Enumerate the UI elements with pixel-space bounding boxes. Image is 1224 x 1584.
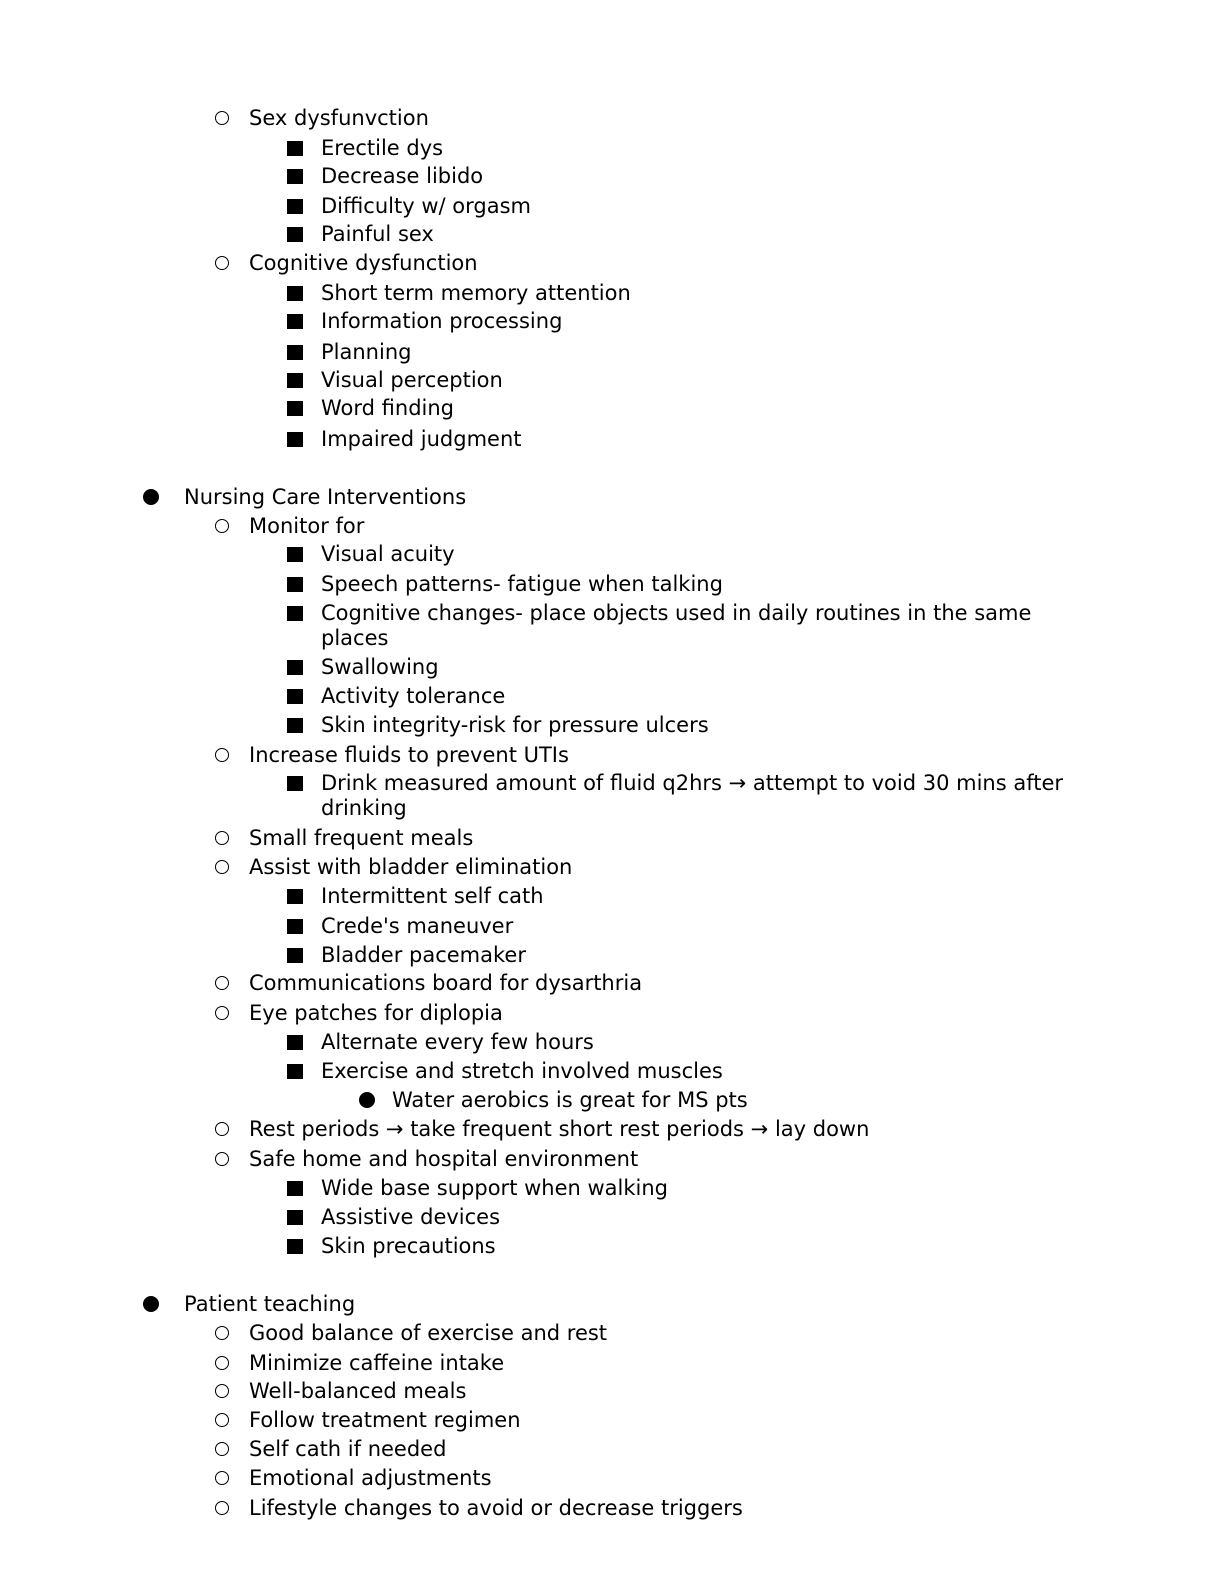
- square-bullet-icon: [287, 401, 303, 416]
- item-text: Good balance of exercise and rest: [249, 1321, 608, 1345]
- hollow-circle-bullet-icon: [215, 1152, 229, 1166]
- item-text: Follow treatment regimen: [249, 1408, 521, 1432]
- square-bullet-icon: [287, 1181, 303, 1196]
- hollow-circle-bullet-icon: [215, 1501, 229, 1515]
- hollow-circle-bullet-icon: [215, 1006, 229, 1020]
- item-text: Small frequent meals: [249, 826, 474, 850]
- square-bullet-icon: [287, 718, 303, 733]
- hollow-circle-bullet-icon: [215, 1384, 229, 1398]
- square-bullet-icon: [287, 577, 303, 592]
- item-text: Drink measured amount of fluid q2hrs → attempt to void 30 mins after drinking: [321, 771, 1064, 820]
- square-bullet-icon: [287, 948, 303, 963]
- square-bullet-icon: [287, 660, 303, 675]
- item-text: Monitor for: [249, 514, 365, 538]
- hollow-circle-bullet-icon: [215, 748, 229, 762]
- hollow-circle-bullet-icon: [215, 111, 229, 125]
- square-bullet-icon: [287, 373, 303, 388]
- square-bullet-icon: [287, 432, 303, 447]
- item-text: Rest periods → take frequent short rest periods → lay down: [249, 1117, 870, 1141]
- hollow-circle-bullet-icon: [215, 831, 229, 845]
- square-bullet-icon: [287, 314, 303, 329]
- hollow-circle-bullet-icon: [215, 1471, 229, 1485]
- item-text: Self cath if needed: [249, 1437, 447, 1461]
- square-bullet-icon: [287, 776, 303, 791]
- hollow-circle-bullet-icon: [215, 1413, 229, 1427]
- item-text: Speech patterns- fatigue when talking: [321, 572, 723, 596]
- square-bullet-icon: [287, 1035, 303, 1050]
- item-text: Erectile dys: [321, 136, 444, 160]
- item-text: Skin precautions: [321, 1234, 496, 1258]
- square-bullet-icon: [287, 345, 303, 360]
- item-text: Information processing: [321, 309, 563, 333]
- item-text: Difficulty w/ orgasm: [321, 194, 531, 218]
- square-bullet-icon: [287, 1210, 303, 1225]
- square-bullet-icon: [287, 199, 303, 214]
- item-text: Decrease libido: [321, 164, 484, 188]
- item-text: Bladder pacemaker: [321, 943, 526, 967]
- hollow-circle-bullet-icon: [215, 976, 229, 990]
- item-text: Eye patches for diplopia: [249, 1001, 503, 1025]
- item-text: Cognitive dysfunction: [249, 251, 478, 275]
- item-text: Minimize caffeine intake: [249, 1351, 505, 1375]
- hollow-circle-bullet-icon: [215, 1326, 229, 1340]
- item-text: Nursing Care Interventions: [184, 485, 467, 509]
- square-bullet-icon: [287, 689, 303, 704]
- item-text: Word finding: [321, 396, 454, 420]
- item-text: Emotional adjustments: [249, 1466, 492, 1490]
- item-text: Swallowing: [321, 655, 439, 679]
- filled-circle-bullet-icon: [143, 1296, 159, 1312]
- hollow-circle-bullet-icon: [215, 1356, 229, 1370]
- square-bullet-icon: [287, 606, 303, 621]
- item-text: Well-balanced meals: [249, 1379, 467, 1403]
- square-bullet-icon: [287, 919, 303, 934]
- item-text: Sex dysfunvction: [249, 106, 429, 130]
- item-text: Painful sex: [321, 222, 434, 246]
- item-text: Lifestyle changes to avoid or decrease triggers: [249, 1496, 743, 1520]
- square-bullet-icon: [287, 547, 303, 562]
- hollow-circle-bullet-icon: [215, 519, 229, 533]
- item-text: Visual acuity: [321, 542, 455, 566]
- item-text: Safe home and hospital environment: [249, 1147, 639, 1171]
- item-text: Skin integrity-risk for pressure ulcers: [321, 713, 709, 737]
- square-bullet-icon: [287, 169, 303, 184]
- square-bullet-icon: [287, 1064, 303, 1079]
- item-text: Intermittent self cath: [321, 884, 544, 908]
- item-text: Cognitive changes- place objects used in daily routines in the same places: [321, 601, 1032, 650]
- item-text: Activity tolerance: [321, 684, 506, 708]
- item-text: Impaired judgment: [321, 427, 522, 451]
- item-text: Increase fluids to prevent UTIs: [249, 743, 569, 767]
- hollow-circle-bullet-icon: [215, 1442, 229, 1456]
- item-text: Visual perception: [321, 368, 503, 392]
- item-text: Short term memory attention: [321, 281, 631, 305]
- square-bullet-icon: [287, 889, 303, 904]
- item-text: Water aerobics is great for MS pts: [392, 1088, 748, 1112]
- item-text: Patient teaching: [184, 1292, 356, 1316]
- square-bullet-icon: [287, 1239, 303, 1254]
- square-bullet-icon: [287, 286, 303, 301]
- item-text: Exercise and stretch involved muscles: [321, 1059, 723, 1083]
- filled-circle-bullet-icon: [359, 1092, 375, 1108]
- item-text: Assistive devices: [321, 1205, 501, 1229]
- item-text: Assist with bladder elimination: [249, 855, 573, 879]
- item-text: Wide base support when walking: [321, 1176, 669, 1200]
- hollow-circle-bullet-icon: [215, 256, 229, 270]
- item-text: Crede's maneuver: [321, 914, 514, 938]
- item-text: Communications board for dysarthria: [249, 971, 643, 995]
- filled-circle-bullet-icon: [143, 489, 159, 505]
- item-text: Planning: [321, 340, 412, 364]
- square-bullet-icon: [287, 227, 303, 242]
- item-text: Alternate every few hours: [321, 1030, 594, 1054]
- hollow-circle-bullet-icon: [215, 1122, 229, 1136]
- hollow-circle-bullet-icon: [215, 860, 229, 874]
- square-bullet-icon: [287, 141, 303, 156]
